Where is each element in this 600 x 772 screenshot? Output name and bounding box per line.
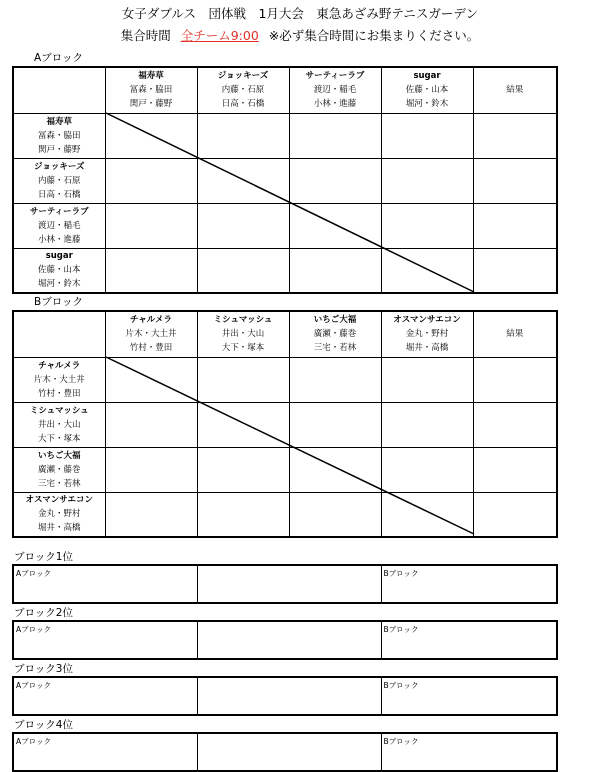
- table-row: [13, 447, 557, 492]
- score-cell[interactable]: [105, 158, 197, 203]
- col-team: チャルメラ 片木・大土井 竹村・豊田: [105, 311, 197, 357]
- table-row: [13, 203, 557, 248]
- row-team: オスマンサエコン 金丸・野村 堀井・高橋: [13, 492, 105, 537]
- rank-a-cell[interactable]: Aブロック: [13, 621, 197, 659]
- table-row: [13, 357, 557, 402]
- rank-blank-cell[interactable]: [197, 733, 381, 771]
- score-cell[interactable]: [105, 248, 197, 293]
- result-cell[interactable]: [473, 357, 557, 402]
- score-cell[interactable]: [381, 248, 473, 293]
- score-cell[interactable]: [289, 492, 381, 537]
- block-a-table: [12, 66, 558, 294]
- row-team: チャルメラ 片木・大土井 竹村・豊田: [13, 357, 105, 402]
- score-cell[interactable]: [105, 402, 197, 447]
- row-team: 福寿草 冨森・脇田 関戸・藤野: [13, 113, 105, 158]
- rank-4-label: ブロック4位: [14, 719, 73, 731]
- col-team: オスマンサエコン 金丸・野村 堀井・高橋: [381, 311, 473, 357]
- table-header-row: [13, 67, 557, 113]
- gather-label: 集合時間: [120, 28, 171, 43]
- result-header: 結果: [473, 311, 557, 357]
- col-team: 福寿草 冨森・脇田 関戸・藤野: [105, 67, 197, 113]
- rank-3-table: [12, 676, 558, 716]
- score-cell[interactable]: [197, 447, 289, 492]
- rank-4-table: [12, 732, 558, 772]
- col-team: サーティーラブ 渡辺・稲毛 小林・進藤: [289, 67, 381, 113]
- rank-2-label: ブロック2位: [14, 607, 73, 619]
- rank-blank-cell[interactable]: [197, 677, 381, 715]
- score-cell[interactable]: [105, 447, 197, 492]
- page-title: 女子ダブルス 団体戦 1月大会 東急あざみ野テニスガーデン: [121, 6, 479, 21]
- score-cell[interactable]: [289, 402, 381, 447]
- score-cell[interactable]: [381, 402, 473, 447]
- score-cell[interactable]: [197, 357, 289, 402]
- corner-cell: [13, 311, 105, 357]
- score-cell[interactable]: [381, 492, 473, 537]
- rank-3-label: ブロック3位: [14, 663, 73, 675]
- result-cell[interactable]: [473, 248, 557, 293]
- block-b-table: [12, 310, 558, 538]
- rank-b-cell[interactable]: Bブロック: [381, 565, 557, 603]
- table-row: [13, 248, 557, 293]
- result-cell[interactable]: [473, 402, 557, 447]
- score-cell[interactable]: [197, 113, 289, 158]
- table-row: [13, 402, 557, 447]
- score-cell[interactable]: [197, 492, 289, 537]
- score-cell[interactable]: [381, 158, 473, 203]
- score-cell[interactable]: [381, 203, 473, 248]
- score-cell[interactable]: [289, 447, 381, 492]
- corner-cell: [13, 67, 105, 113]
- result-cell[interactable]: [473, 158, 557, 203]
- col-team: いちご大福 廣瀬・藤巻 三宅・若林: [289, 311, 381, 357]
- row-team: sugar 佐藤・山本 堀河・鈴木: [13, 248, 105, 293]
- row-team: ミシュマッシュ 井出・大山 大下・塚本: [13, 402, 105, 447]
- gather-note: ※必ず集合時間にお集まりください。: [268, 28, 480, 43]
- table-row: [13, 158, 557, 203]
- score-cell[interactable]: [105, 492, 197, 537]
- score-cell[interactable]: [289, 248, 381, 293]
- result-cell[interactable]: [473, 113, 557, 158]
- gather-info: [0, 26, 600, 44]
- result-cell[interactable]: [473, 203, 557, 248]
- score-cell[interactable]: [197, 203, 289, 248]
- col-team: ミシュマッシュ 井出・大山 大下・塚本: [197, 311, 289, 357]
- score-cell[interactable]: [197, 402, 289, 447]
- score-cell[interactable]: [381, 113, 473, 158]
- score-cell[interactable]: [381, 447, 473, 492]
- rank-a-cell[interactable]: Aブロック: [13, 733, 197, 771]
- col-team: ジョッキーズ 内藤・石原 日高・石橋: [197, 67, 289, 113]
- score-cell[interactable]: [289, 113, 381, 158]
- row-team: いちご大福 廣瀬・藤巻 三宅・若林: [13, 447, 105, 492]
- score-cell[interactable]: [105, 203, 197, 248]
- score-cell[interactable]: [289, 357, 381, 402]
- score-cell[interactable]: [289, 158, 381, 203]
- row-team: ジョッキーズ 内藤・石原 日高・石橋: [13, 158, 105, 203]
- row-team: サーティーラブ 渡辺・稲毛 小林・進藤: [13, 203, 105, 248]
- rank-2-table: [12, 620, 558, 660]
- result-cell[interactable]: [473, 447, 557, 492]
- rank-a-cell[interactable]: Aブロック: [13, 565, 197, 603]
- table-row: [13, 492, 557, 537]
- col-team: sugar 佐藤・山本 堀河・鈴木: [381, 67, 473, 113]
- score-cell[interactable]: [381, 357, 473, 402]
- rank-b-cell[interactable]: Bブロック: [381, 621, 557, 659]
- table-header-row: [13, 311, 557, 357]
- result-header: 結果: [473, 67, 557, 113]
- rank-a-cell[interactable]: Aブロック: [13, 677, 197, 715]
- block-b-label: Bブロック: [34, 296, 83, 308]
- score-cell[interactable]: [105, 357, 197, 402]
- block-a-label: Aブロック: [34, 52, 83, 64]
- rank-blank-cell[interactable]: [197, 565, 381, 603]
- score-cell[interactable]: [105, 113, 197, 158]
- score-cell[interactable]: [197, 158, 289, 203]
- rank-blank-cell[interactable]: [197, 621, 381, 659]
- rank-b-cell[interactable]: Bブロック: [381, 677, 557, 715]
- rank-b-cell[interactable]: Bブロック: [381, 733, 557, 771]
- score-cell[interactable]: [289, 203, 381, 248]
- score-cell[interactable]: [197, 248, 289, 293]
- rank-1-table: [12, 564, 558, 604]
- gather-time: 全チーム9:00: [180, 28, 259, 43]
- table-row: [13, 113, 557, 158]
- rank-1-label: ブロック1位: [14, 551, 73, 563]
- result-cell[interactable]: [473, 492, 557, 537]
